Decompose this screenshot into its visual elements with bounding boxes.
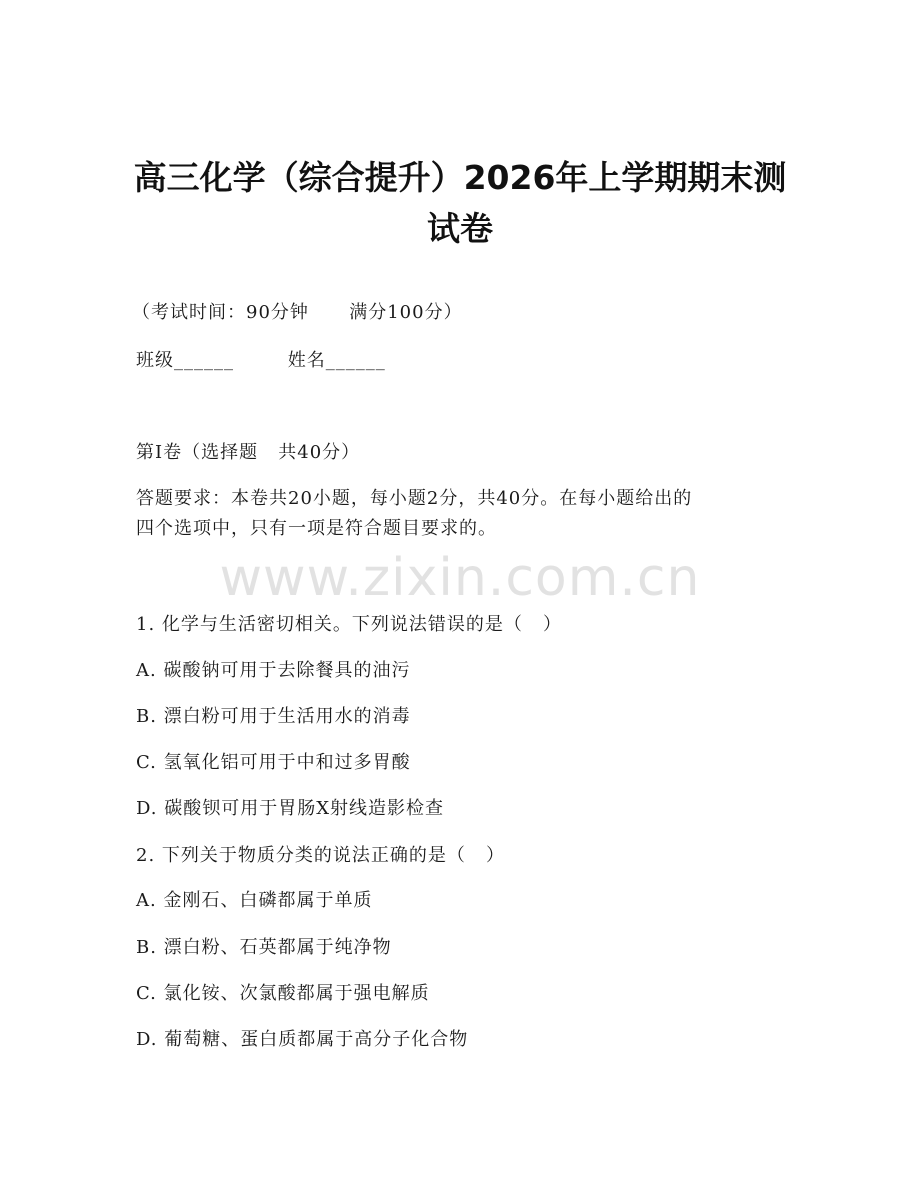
question-1-stem: 1. 化学与生活密切相关。下列说法错误的是（ ）	[136, 614, 563, 635]
question-1-option-b: B. 漂白粉可用于生活用水的消毒	[136, 706, 411, 727]
document-title-line-1: 高三化学（综合提升）2026年上学期期末测	[133, 158, 787, 197]
watermark: www.zixin.com.cn	[219, 548, 701, 608]
question-2-option-c: C. 氯化铵、次氯酸都属于强电解质	[136, 983, 430, 1004]
exam-info: （考试时间：90分钟 满分100分）	[132, 302, 463, 323]
document-title-line-2: 试卷	[427, 209, 493, 248]
question-1-option-c: C. 氢氧化铝可用于中和过多胃酸	[136, 752, 411, 773]
section-heading: 第I卷（选择题 共40分）	[136, 442, 361, 463]
question-2-option-d: D. 葡萄糖、蛋白质都属于高分子化合物	[136, 1029, 469, 1050]
question-2-stem: 2. 下列关于物质分类的说法正确的是（ ）	[136, 845, 506, 866]
question-1-option-a: A. 碳酸钠可用于去除餐具的油污	[136, 660, 411, 681]
question-2-option-a: A. 金刚石、白磷都属于单质	[136, 890, 373, 911]
question-2-option-b: B. 漂白粉、石英都属于纯净物	[136, 937, 392, 958]
question-1-option-d: D. 碳酸钡可用于胃肠X射线造影检查	[136, 798, 445, 819]
instructions-line-1: 答题要求：本卷共20小题，每小题2分，共40分。在每小题给出的	[136, 488, 693, 509]
student-fields: 班级______ 姓名______	[136, 350, 386, 371]
instructions-line-2: 四个选项中，只有一项是符合题目要求的。	[136, 518, 497, 539]
